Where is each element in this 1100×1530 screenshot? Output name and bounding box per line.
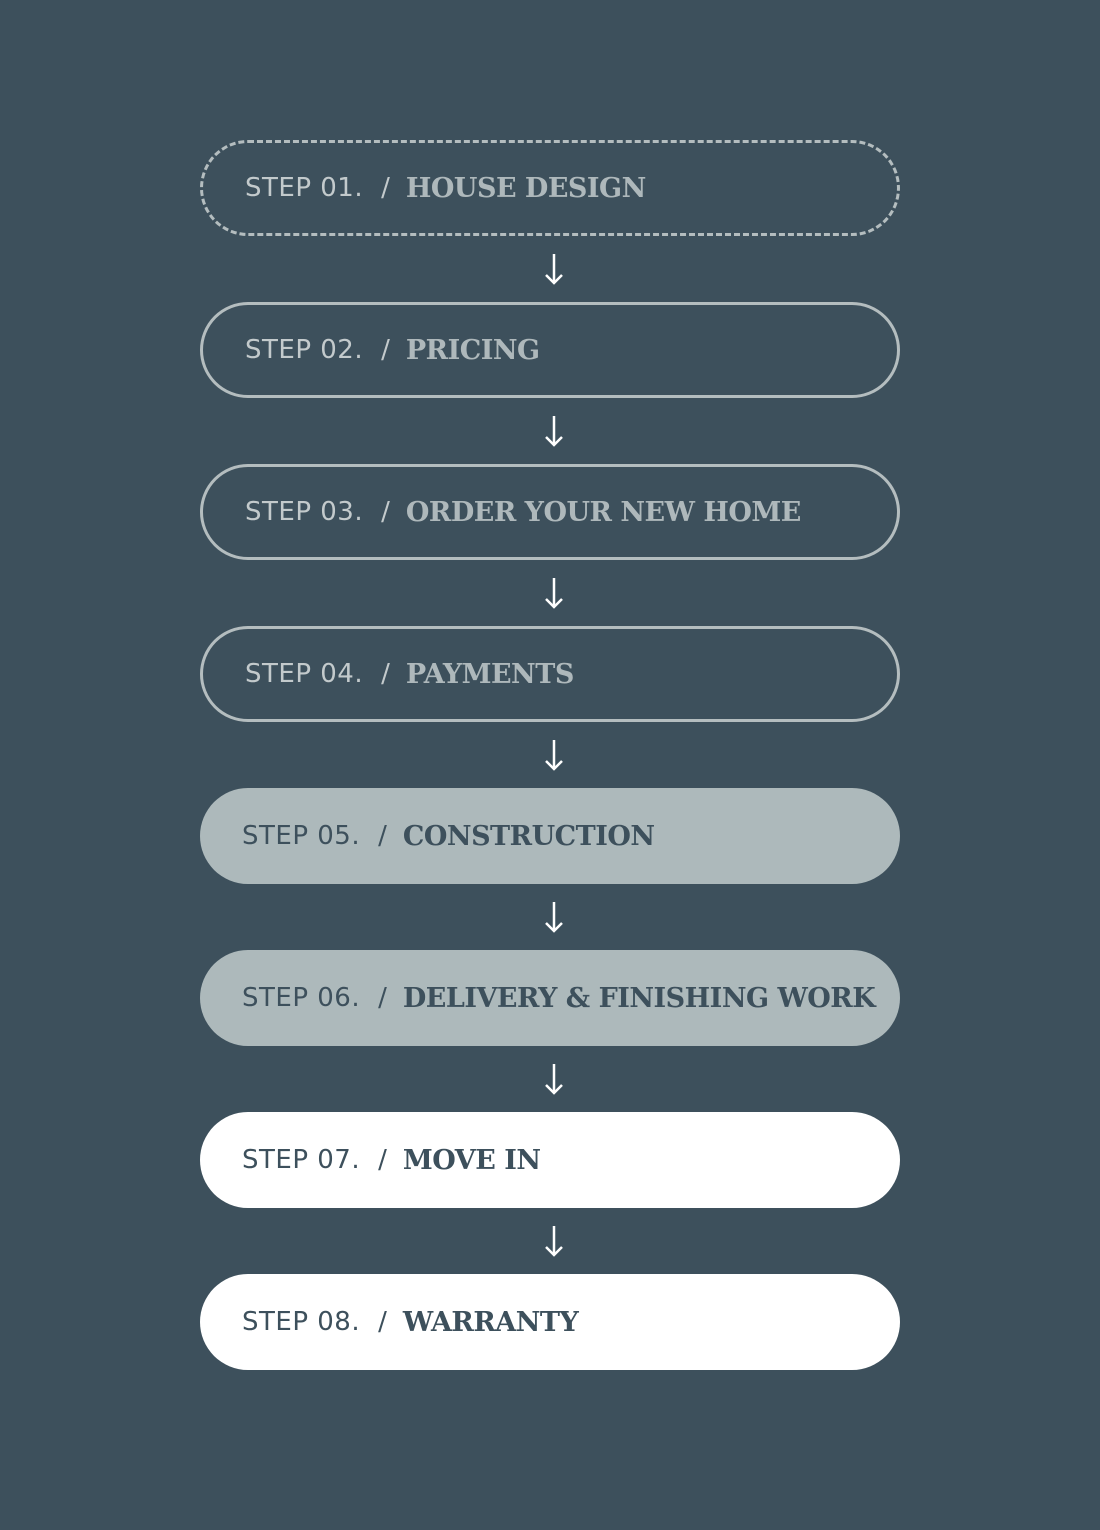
down-arrow-icon [200,560,900,626]
step-number: STEP 07. [242,1145,361,1175]
step-separator: / [378,1307,387,1337]
step-pricing [200,302,900,398]
step-number: STEP 02. [245,335,364,365]
step-house-design [200,140,900,236]
down-arrow-icon [200,1208,900,1274]
step-title: PRICING [405,334,540,366]
step-order-your-new-home [200,464,900,560]
down-arrow-icon [200,236,900,302]
step-separator: / [381,497,390,527]
process-flow [200,140,900,1370]
step-title: CONSTRUCTION [402,820,655,852]
step-move-in [200,1112,900,1208]
step-title: DELIVERY & FINISHING WORK [402,982,876,1014]
step-separator: / [381,335,390,365]
step-number: STEP 03. [245,497,364,527]
step-separator: / [378,983,387,1013]
step-number: STEP 06. [242,983,361,1013]
down-arrow-icon [200,722,900,788]
step-construction [200,788,900,884]
step-separator: / [378,821,387,851]
step-warranty [200,1274,900,1370]
down-arrow-icon [200,884,900,950]
step-number: STEP 05. [242,821,361,851]
step-number: STEP 04. [245,659,364,689]
step-number: STEP 08. [242,1307,361,1337]
down-arrow-icon [200,398,900,464]
step-title: PAYMENTS [405,658,574,690]
step-title: MOVE IN [402,1144,541,1176]
down-arrow-icon [200,1046,900,1112]
step-separator: / [378,1145,387,1175]
step-title: ORDER YOUR NEW HOME [405,496,801,528]
step-title: WARRANTY [402,1306,579,1338]
step-separator: / [381,173,390,203]
step-delivery-finishing-work [200,950,900,1046]
step-payments [200,626,900,722]
step-separator: / [381,659,390,689]
step-number: STEP 01. [245,173,364,203]
step-title: HOUSE DESIGN [405,172,646,204]
